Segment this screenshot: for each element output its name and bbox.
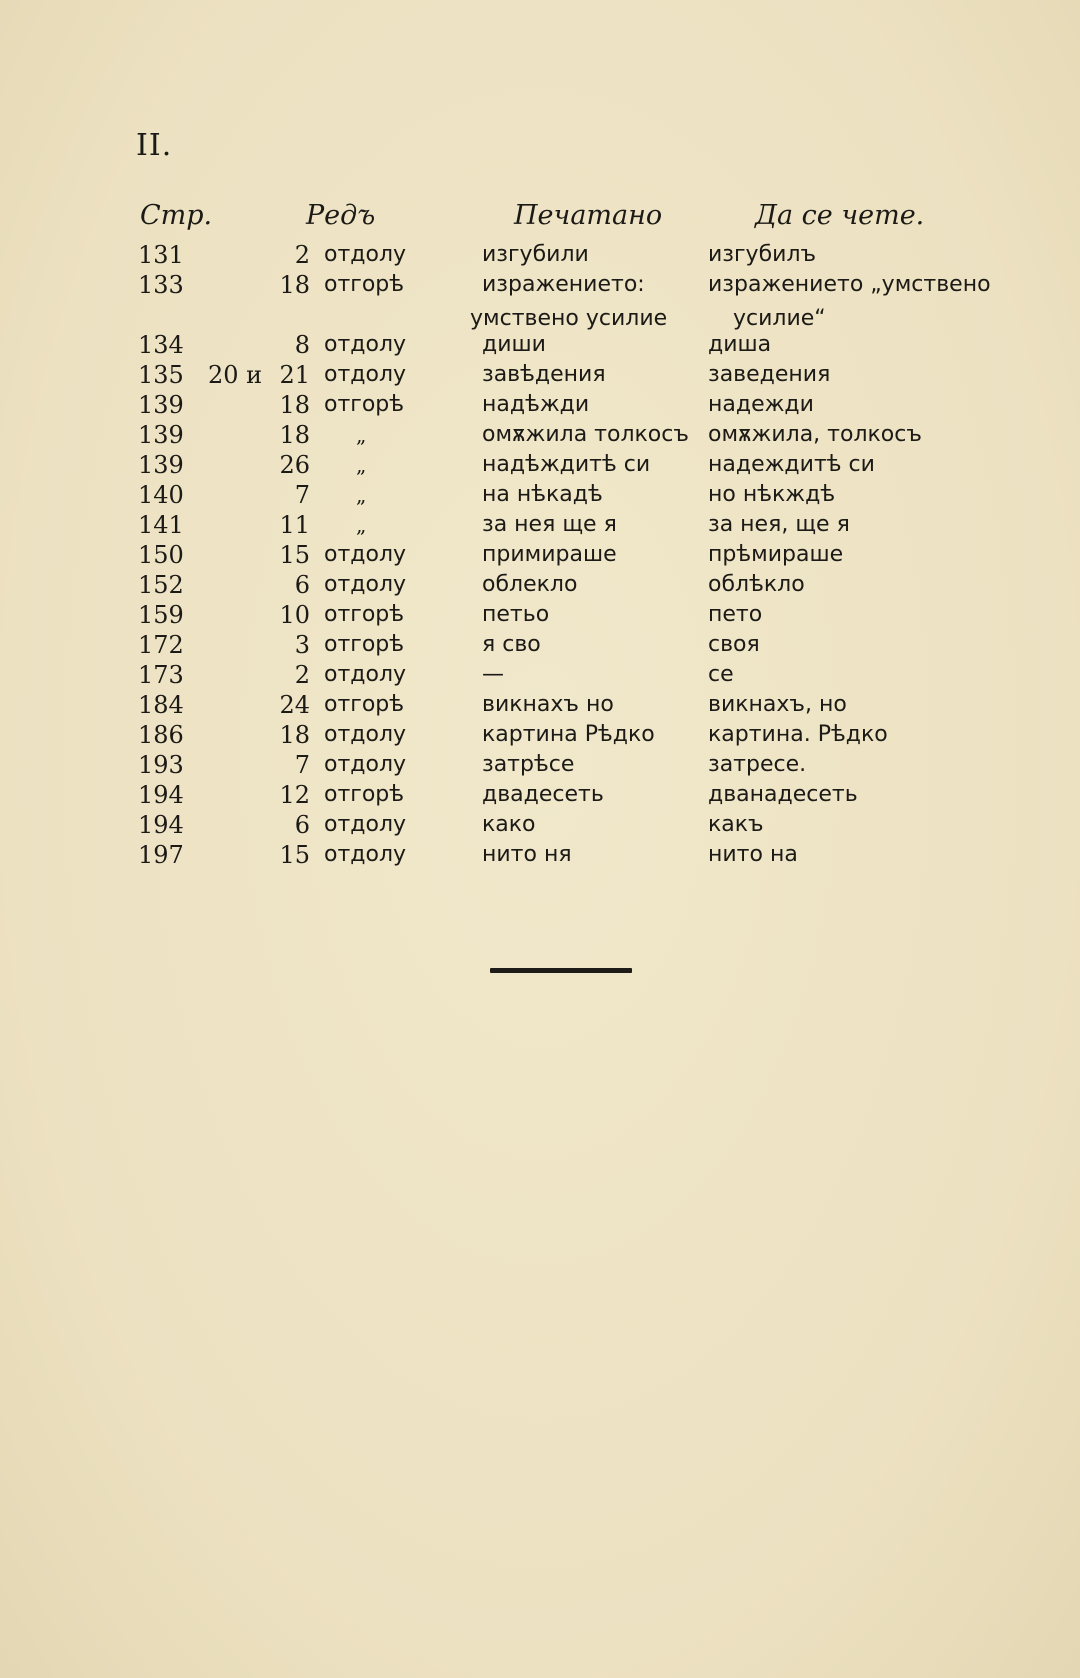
page-number: 194 <box>138 811 184 839</box>
printed-text: омѫжила толкосъ <box>482 422 689 447</box>
page-number: 194 <box>138 781 184 809</box>
table-row <box>0 690 1080 720</box>
printed-text: облекло <box>482 572 578 597</box>
header-printed: Печатано <box>514 200 663 231</box>
line-number: 7 <box>294 751 310 779</box>
page-number: 139 <box>138 391 184 419</box>
table-row <box>0 660 1080 690</box>
line-number: 2 <box>294 661 310 689</box>
header-read: Да се чете. <box>755 200 925 231</box>
corrected-text: облѣкло <box>708 572 805 597</box>
corrected-text: картина. Рѣдко <box>708 722 888 747</box>
line-direction: отдолу <box>324 542 407 567</box>
printed-text: како <box>482 812 536 837</box>
ditto-mark: „ <box>356 483 367 507</box>
table-row <box>0 780 1080 810</box>
printed-text: за нея ще я <box>482 512 617 537</box>
line-number: 12 <box>279 781 310 809</box>
table-row <box>0 360 1080 390</box>
printed-text: изражението: <box>482 272 645 297</box>
page-number: 141 <box>138 511 184 539</box>
page-number: 131 <box>138 241 184 269</box>
table-row <box>0 270 1080 300</box>
line-number: 18 <box>279 391 310 419</box>
line-number: 26 <box>279 451 310 479</box>
line-number: 7 <box>294 481 310 509</box>
corrected-text: изражението „умствено <box>708 272 991 297</box>
line-number: 18 <box>279 721 310 749</box>
page-number: 172 <box>138 631 184 659</box>
table-row <box>0 570 1080 600</box>
line-number: 18 <box>279 271 310 299</box>
corrected-text: се <box>708 662 734 687</box>
printed-text: затрѣсе <box>482 752 575 777</box>
line-number: 3 <box>294 631 310 659</box>
line-direction: отгорѣ <box>324 782 405 807</box>
page-number: 152 <box>138 571 184 599</box>
page-number: 159 <box>138 601 184 629</box>
table-row <box>0 810 1080 840</box>
page-number: 197 <box>138 841 184 869</box>
line-direction: отдолу <box>324 572 407 597</box>
printed-text: картина Рѣдко <box>482 722 655 747</box>
page-number: 150 <box>138 541 184 569</box>
table-row <box>0 750 1080 780</box>
page-number: 134 <box>138 331 184 359</box>
printed-text: изгубили <box>482 242 589 267</box>
line-direction: отдолу <box>324 722 407 747</box>
table-row <box>0 510 1080 540</box>
ditto-mark: „ <box>356 423 367 447</box>
line-direction: отдолу <box>324 332 407 357</box>
table-row <box>0 390 1080 420</box>
line-direction: отгорѣ <box>324 692 405 717</box>
line-direction: отдолу <box>324 752 407 777</box>
read-continuation: усилие“ <box>733 306 826 331</box>
printed-text: на нѣкадѣ <box>482 482 603 507</box>
corrected-text: прѣмираше <box>708 542 844 567</box>
line-number: 18 <box>279 421 310 449</box>
corrected-text: изгубилъ <box>708 242 817 267</box>
table-row <box>0 240 1080 270</box>
corrected-text: омѫжила, толкосъ <box>708 422 922 447</box>
line-direction: отгорѣ <box>324 392 405 417</box>
printed-text: завѣдения <box>482 362 606 387</box>
printed-text: я сво <box>482 632 541 657</box>
printed-text: примираше <box>482 542 617 567</box>
printed-text: надѣжди <box>482 392 590 417</box>
line-direction: отгорѣ <box>324 272 405 297</box>
line-direction: отдолу <box>324 242 407 267</box>
corrected-text: надежди <box>708 392 814 417</box>
printed-text: нито ня <box>482 842 572 867</box>
line-number: 10 <box>279 601 310 629</box>
corrected-text: какъ <box>708 812 764 837</box>
table-row <box>0 540 1080 570</box>
corrected-text: дванадесеть <box>708 782 858 807</box>
line-range-start: 20 и <box>208 361 263 389</box>
corrected-text: диша <box>708 332 772 357</box>
line-number: 21 <box>279 361 310 389</box>
printed-continuation: умствено усилие <box>470 306 668 331</box>
line-number: 11 <box>279 511 310 539</box>
corrected-text: нито на <box>708 842 798 867</box>
page-number: 173 <box>138 661 184 689</box>
corrected-text: за нея, ще я <box>708 512 850 537</box>
line-number: 8 <box>294 331 310 359</box>
line-direction: отгорѣ <box>324 602 405 627</box>
line-direction: отдолу <box>324 842 407 867</box>
corrected-text: заведения <box>708 362 831 387</box>
line-number: 6 <box>294 571 310 599</box>
page-number: 135 <box>138 361 184 389</box>
page-number: 140 <box>138 481 184 509</box>
table-row <box>0 420 1080 450</box>
printed-text: диши <box>482 332 546 357</box>
line-direction: отгорѣ <box>324 632 405 657</box>
printed-text: — <box>482 662 504 687</box>
line-number: 15 <box>279 541 310 569</box>
corrected-text: затресе. <box>708 752 807 777</box>
printed-text: надѣждитѣ си <box>482 452 651 477</box>
page-number: 139 <box>138 421 184 449</box>
line-direction: отдолу <box>324 812 407 837</box>
table-row <box>0 480 1080 510</box>
corrected-text: надеждитѣ си <box>708 452 875 477</box>
corrected-text: пето <box>708 602 763 627</box>
corrected-text: викнахъ, но <box>708 692 847 717</box>
printed-text: двадесеть <box>482 782 604 807</box>
ditto-mark: „ <box>356 513 367 537</box>
table-row <box>0 330 1080 360</box>
line-number: 6 <box>294 811 310 839</box>
ditto-mark: „ <box>356 453 367 477</box>
header-page: Стр. <box>140 200 213 231</box>
line-number: 2 <box>294 241 310 269</box>
page-number: 133 <box>138 271 184 299</box>
page-number: 186 <box>138 721 184 749</box>
table-row <box>0 630 1080 660</box>
page-number: 139 <box>138 451 184 479</box>
line-number: 24 <box>279 691 310 719</box>
header-line: Редъ <box>306 200 376 231</box>
line-number: 15 <box>279 841 310 869</box>
line-direction: отдолу <box>324 662 407 687</box>
printed-text: петьо <box>482 602 550 627</box>
table-row <box>0 450 1080 480</box>
page-number: 193 <box>138 751 184 779</box>
printed-text: викнахъ но <box>482 692 614 717</box>
corrected-text: но нѣкждѣ <box>708 482 836 507</box>
end-rule <box>490 968 632 973</box>
table-row <box>0 720 1080 750</box>
section-number: II. <box>136 128 173 163</box>
corrected-text: своя <box>708 632 760 657</box>
line-direction: отдолу <box>324 362 407 387</box>
table-row <box>0 600 1080 630</box>
table-row <box>0 840 1080 870</box>
page-number: 184 <box>138 691 184 719</box>
